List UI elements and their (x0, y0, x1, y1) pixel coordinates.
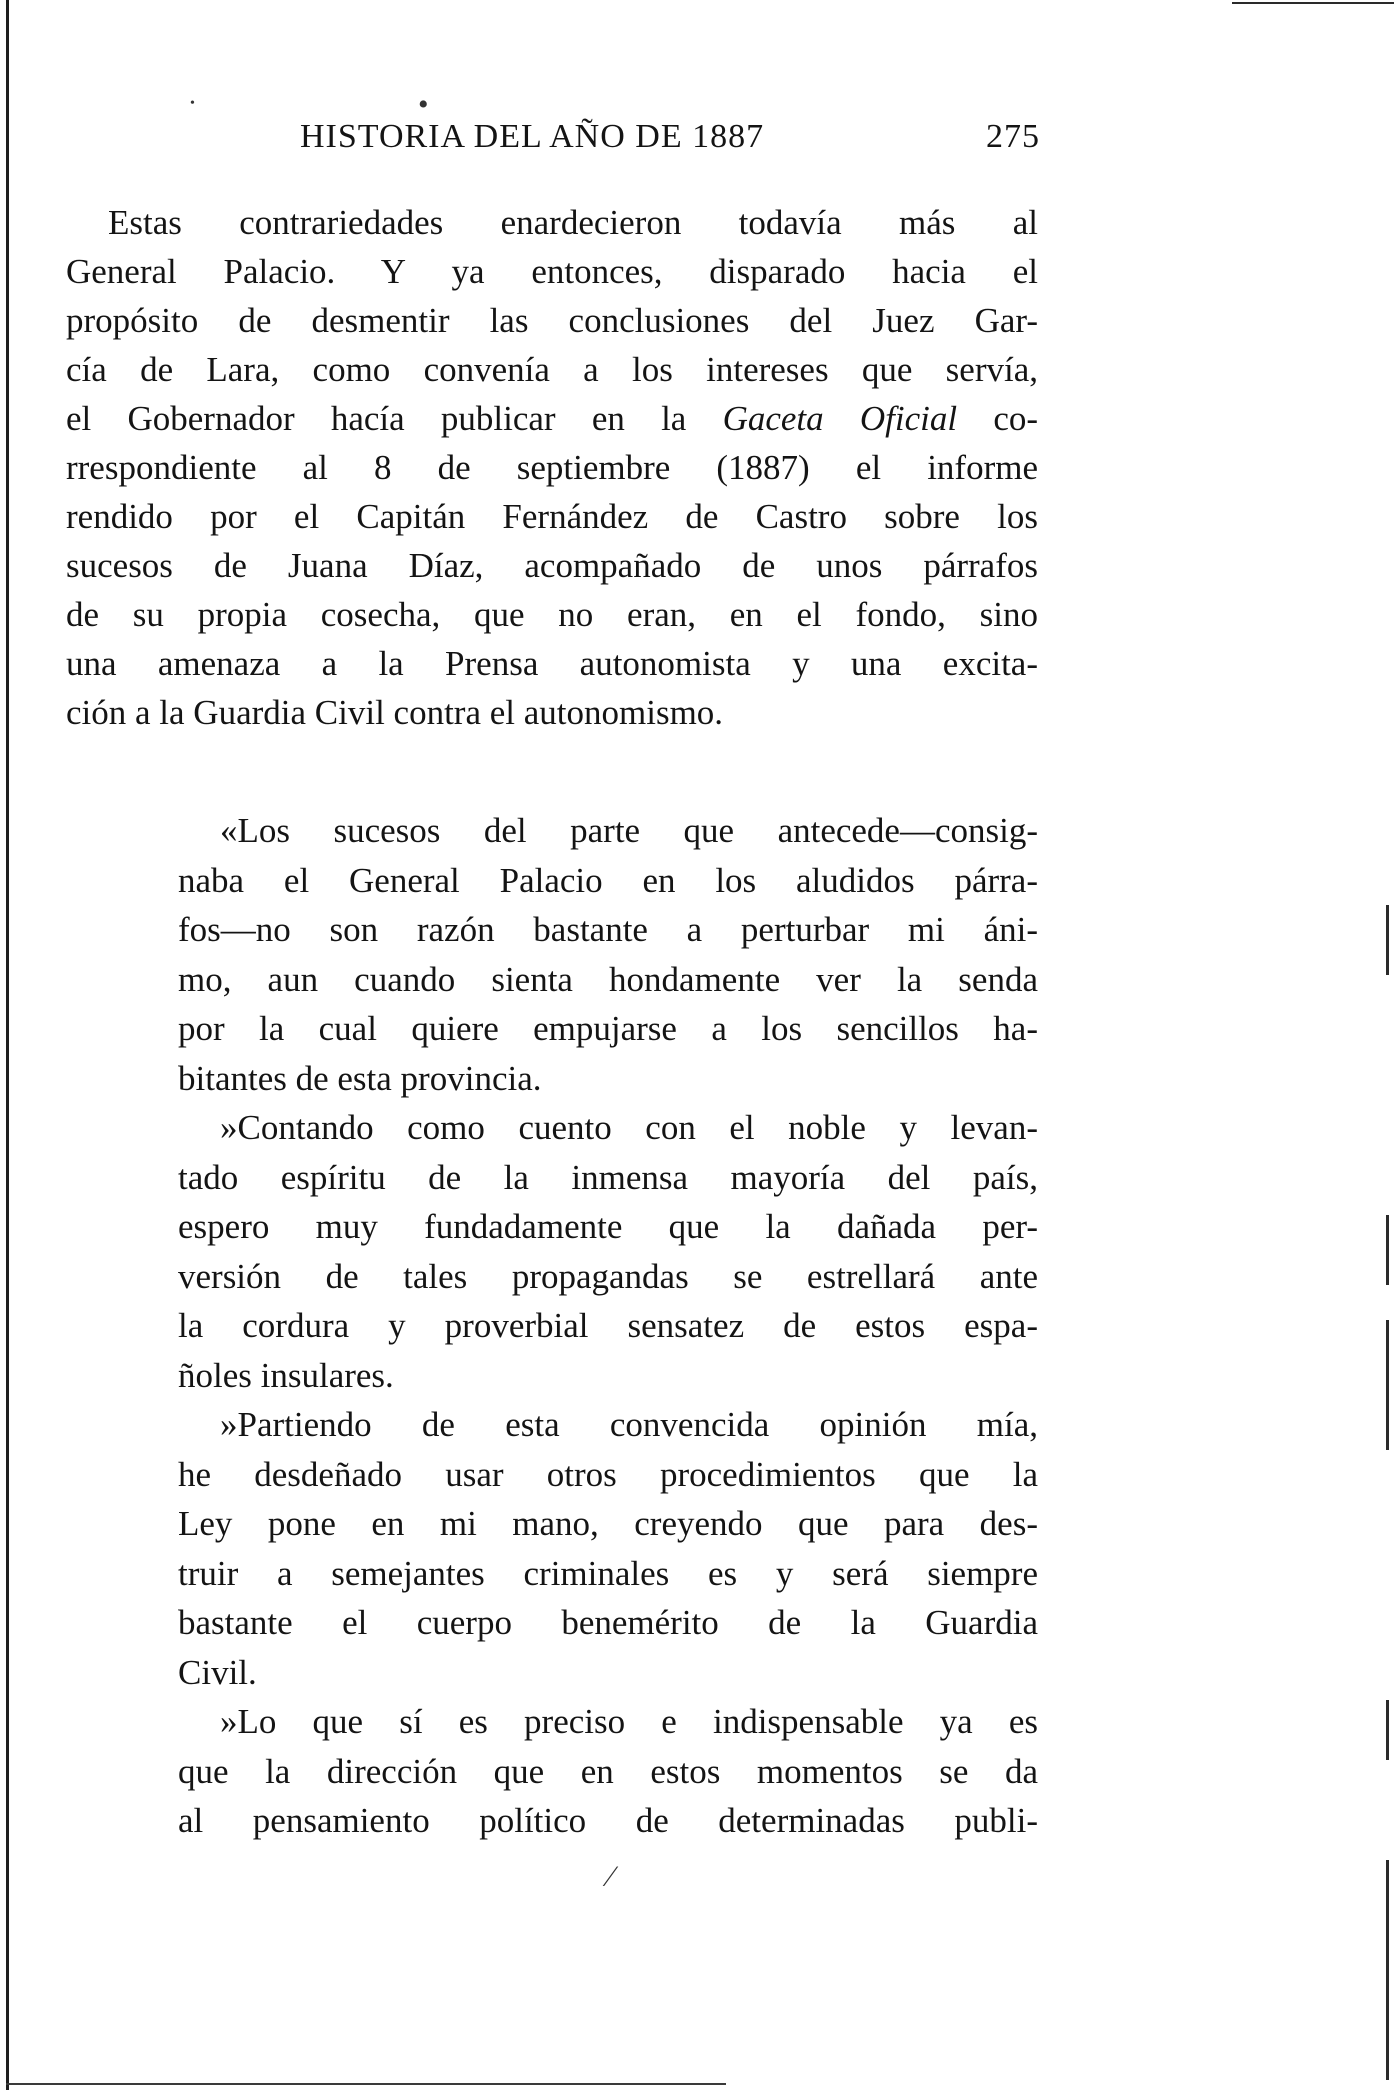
page-number: 275 (986, 118, 1040, 155)
text-line: la cordura y proverbial sensatez de estos espa- (178, 1306, 1038, 1345)
text-line: ñoles insulares. (178, 1355, 394, 1395)
text-line: »Lo que sí es preciso e indispensable ya es (220, 1702, 1038, 1741)
text-line: cía de Lara, como convenía a los intereses que servía, (66, 350, 1038, 389)
text-line: truir a semejantes criminales es y será siempre (178, 1553, 1038, 1593)
block-quote (178, 806, 1038, 1846)
running-header (300, 118, 1040, 168)
text-line: una amenaza a la Prensa autonomista y una excita- (66, 644, 1038, 683)
text-line: General Palacio. Y ya entonces, disparado hacia el (66, 252, 1038, 291)
text-line: »Partiendo de esta convencida opinión mía, (220, 1405, 1038, 1444)
quote-paragraph (178, 1400, 1038, 1697)
text-line: naba el General Palacio en los aludidos párra- (178, 860, 1038, 900)
text-line: bastante el cuerpo benemérito de la Guardia (178, 1603, 1038, 1642)
text-line: fos—no son razón bastante a perturbar mi áni- (178, 910, 1038, 949)
italic-title: Gaceta Oficial (722, 399, 958, 438)
scan-edge-top (1232, 2, 1394, 4)
text-line: he desdeñado usar otros procedimientos que la (178, 1454, 1038, 1494)
body-paragraph (66, 198, 1038, 737)
text-line: bitantes de esta provincia. (178, 1058, 542, 1098)
text-line (66, 394, 1038, 443)
text-line: de su propia cosecha, que no eran, en el fondo, sino (66, 595, 1038, 634)
text-line: sucesos de Juana Díaz, acompañado de unos párrafos (66, 546, 1038, 585)
text-segment: el Gobernador hacía publicar en la (66, 399, 687, 438)
text-line: rrespondiente al 8 de septiembre (1887) el informe (66, 448, 1038, 487)
text-segment: co- (993, 399, 1039, 438)
text-line: que la dirección que en estos momentos se da (178, 1751, 1038, 1791)
running-title: HISTORIA DEL AÑO DE 1887 (300, 118, 765, 155)
scan-speck: ⁄ (608, 1860, 614, 1893)
text-line: Ley pone en mi mano, creyendo que para des- (178, 1504, 1038, 1543)
text-line: al pensamiento político de determinadas publi- (178, 1801, 1038, 1840)
text-line: rendido por el Capitán Fernández de Castro sobre los (66, 497, 1038, 536)
text-line: ción a la Guardia Civil contra el autonomismo. (66, 693, 724, 732)
text-line: »Contando como cuento con el noble y levan- (220, 1108, 1038, 1147)
scan-speck: • (190, 96, 195, 111)
text-line: propósito de desmentir las conclusiones del Juez Gar- (66, 301, 1038, 340)
text-line: tado espíritu de la inmensa mayoría del país, (178, 1157, 1038, 1197)
quote-paragraph (178, 1697, 1038, 1846)
text-line: «Los sucesos del parte que antecede—consig- (220, 811, 1038, 850)
quote-paragraph (178, 1103, 1038, 1400)
scan-edge-bottom (6, 2083, 726, 2085)
text-line: espero muy fundadamente que la dañada per- (178, 1207, 1038, 1246)
text-line: por la cual quiere empujarse a los sencillos ha- (178, 1009, 1038, 1048)
text-line: versión de tales propagandas se estrellará ante (178, 1256, 1038, 1296)
scan-speck: • (418, 88, 429, 121)
text-line: Civil. (178, 1652, 257, 1692)
scan-edge-left (6, 0, 9, 2090)
text-line: Estas contrariedades enardecieron todavía más al (108, 203, 1038, 242)
quote-paragraph (178, 806, 1038, 1103)
text-line: mo, aun cuando sienta hondamente ver la senda (178, 959, 1038, 999)
